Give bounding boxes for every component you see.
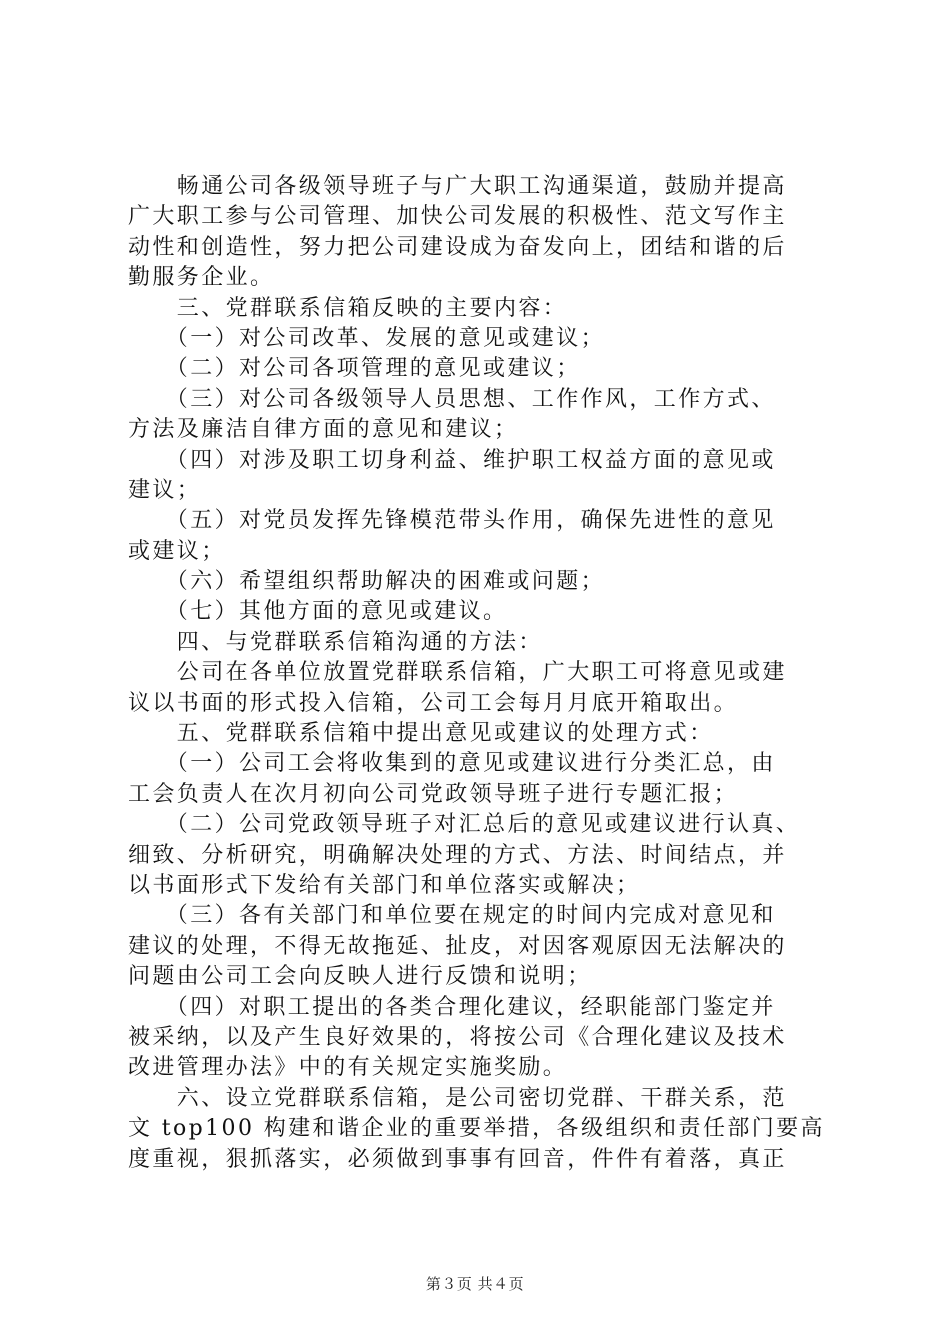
list-item: （三）对公司各级领导人员思想、工作作风，工作方式、: [128, 386, 776, 412]
list-item-continued: 改进管理办法》中的有关规定实施奖励。: [128, 1055, 568, 1081]
list-item-continued: 建议的处理，不得无故拖延、扯皮，对因客观原因无法解决的: [128, 933, 787, 959]
list-item: （三）各有关部门和单位要在规定的时间内完成对意见和: [128, 903, 776, 929]
list-item: （一）对公司改革、发展的意见或建议；: [128, 325, 606, 351]
paragraph-line: 勤服务企业。: [128, 265, 275, 291]
section-heading: 六、设立党群联系信箱，是公司密切党群、干群关系，范: [128, 1085, 787, 1111]
list-item: （六）希望组织帮助解决的困难或问题；: [128, 569, 606, 595]
section-heading: 五、党群联系信箱中提出意见或建议的处理方式：: [128, 721, 714, 747]
list-item: （七）其他方面的意见或建议。: [128, 599, 508, 625]
list-item-continued: 或建议；: [128, 538, 226, 564]
list-item: （二）公司党政领导班子对汇总后的意见或建议进行认真、: [128, 812, 801, 838]
list-item-continued: 方法及廉洁自律方面的意见和建议；: [128, 417, 519, 443]
list-item-continued: 被采纳，以及产生良好效果的，将按公司《合理化建议及技术: [128, 1024, 787, 1050]
paragraph-line: 畅通公司各级领导班子与广大职工沟通渠道，鼓励并提高: [128, 174, 787, 199]
list-item: （一）公司工会将收集到的意见或建议进行分类汇总，由: [128, 751, 776, 777]
list-item: （四）对职工提出的各类合理化建议，经职能部门鉴定并: [128, 994, 776, 1020]
list-item-continued: 问题由公司工会向反映人进行反馈和说明；: [128, 964, 592, 990]
paragraph-line: 公司在各单位放置党群联系信箱，广大职工可将意见或建: [128, 660, 787, 686]
list-item-continued: 建议；: [128, 477, 202, 503]
paragraph-line: 动性和创造性，努力把公司建设成为奋发向上，团结和谐的后: [128, 234, 787, 260]
list-item: （五）对党员发挥先锋模范带头作用，确保先进性的意见: [128, 508, 776, 534]
paragraph-line: 度重视，狠抓落实，必须做到事事有回音，件件有着落，真正: [128, 1146, 787, 1172]
paragraph-line: 议以书面的形式投入信箱，公司工会每月月底开箱取出。: [128, 690, 739, 716]
list-item: （二）对公司各项管理的意见或建议；: [128, 356, 581, 382]
list-item: （四）对涉及职工切身利益、维护职工权益方面的意见或: [128, 447, 776, 473]
paragraph-line: 广大职工参与公司管理、加快公司发展的积极性、范文写作主: [128, 204, 787, 230]
paragraph-line: 文 top100 构建和谐企业的重要举措，各级组织和责任部门要高: [128, 1116, 825, 1142]
list-item-continued: 以书面形式下发给有关部门和单位落实或解决；: [128, 872, 641, 898]
section-heading: 三、党群联系信箱反映的主要内容：: [128, 295, 568, 321]
section-heading: 四、与党群联系信箱沟通的方法：: [128, 629, 543, 655]
list-item-continued: 工会负责人在次月初向公司党政领导班子进行专题汇报；: [128, 781, 739, 807]
list-item-continued: 细致、分析研究，明确解决处理的方式、方法、时间结点，并: [128, 842, 787, 868]
document-body: [128, 172, 840, 1175]
page-number-footer: 第３页 共４页: [425, 1275, 525, 1293]
